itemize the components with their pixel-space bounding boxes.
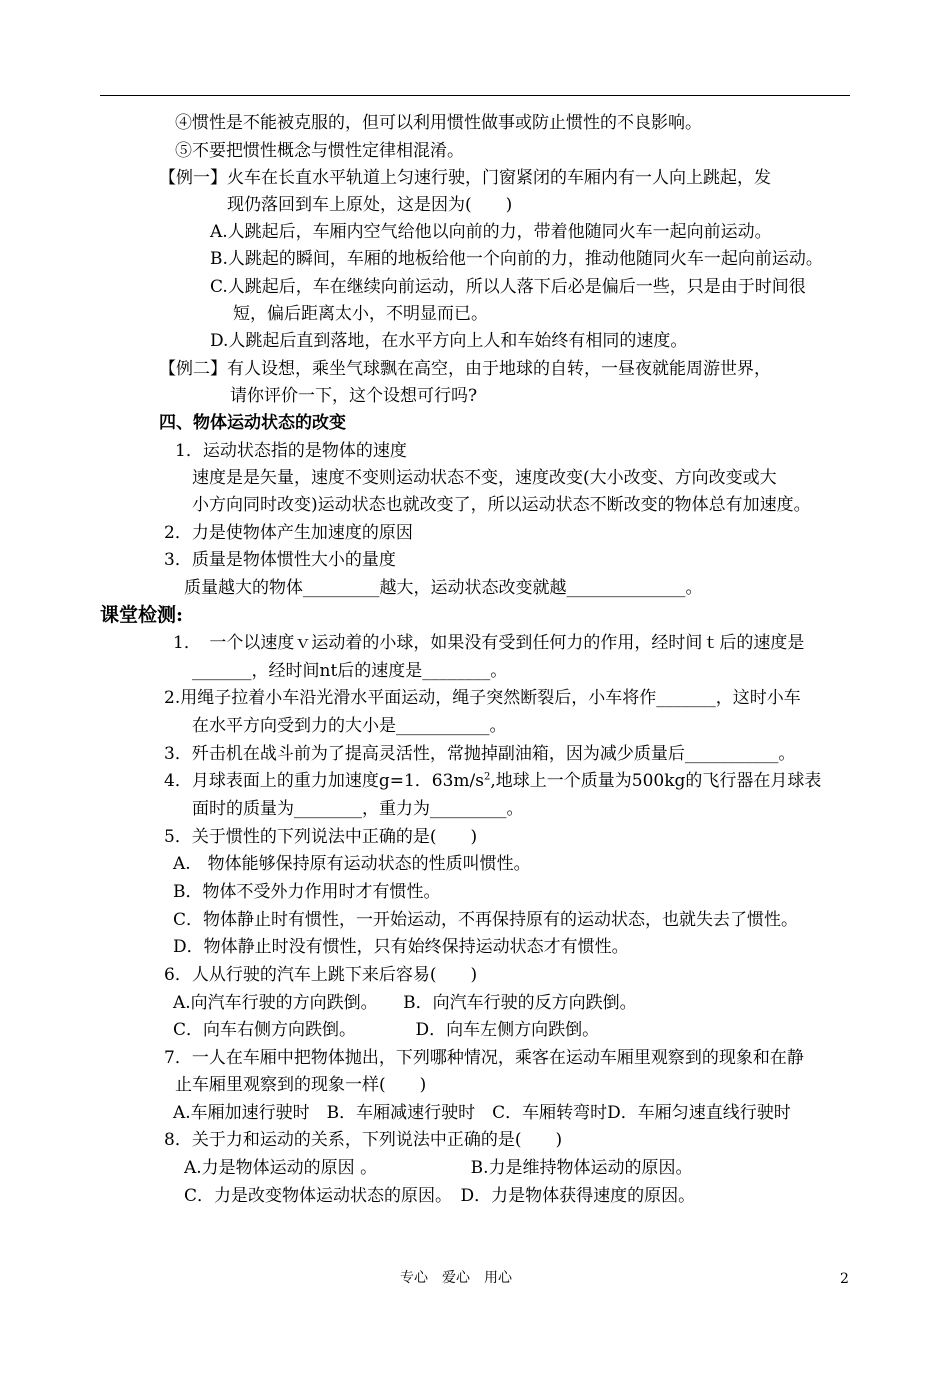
page-number: 2: [840, 1271, 849, 1287]
options-row: C．力是改变物体运动状态的原因。 D．力是物体获得速度的原因。: [184, 1186, 696, 1206]
example-1-stem: 现仍落回到车上原处，这是因为( ): [227, 195, 513, 215]
options-row: A.向汽车行驶的方向跌倒。 B．向汽车行驶的反方向跌倒。: [173, 993, 637, 1013]
question-7: 止车厢里观察到的现象一样( ): [175, 1075, 427, 1095]
option-c: C．物体静止时有惯性，一开始运动，不再保持原有的运动状态，也就失去了惯性。: [173, 910, 799, 930]
question-4-text: ,地球上一个质量为500kg的飞行器在月球表: [490, 771, 822, 791]
option-d: D．物体静止时没有惯性，只有始终保持运动状态才有惯性。: [173, 937, 629, 957]
text-line: 速度是是矢量，速度不变则运动状态不变，速度改变(大小改变、方向改变或大: [192, 468, 777, 488]
options-row: A.车厢加速行驶时 B．车厢减速行驶时 C．车厢转弯时D．车厢匀速直线行驶时: [173, 1103, 791, 1123]
header-rule: [100, 95, 850, 96]
option-b: B.人跳起的瞬间，车厢的地板给他一个向前的力，推动他随同火车一起向前运动。: [210, 249, 823, 269]
question-8: 8．关于力和运动的关系，下列说法中正确的是( ): [164, 1130, 563, 1150]
example-2-stem: 请你评价一下，这个设想可行吗?: [230, 386, 478, 406]
section-heading: 课堂检测:: [100, 604, 184, 626]
example-1-stem: 【例一】火车在长直水平轨道上匀速行驶，门窗紧闭的车厢内有一人向上跳起，发: [159, 168, 771, 188]
example-2-stem: 【例二】有人设想，乘坐气球飘在高空，由于地球的自转，一昼夜就能周游世界，: [159, 359, 771, 379]
superscript: 2: [483, 771, 491, 783]
option-c: C.人跳起后，车在继续向前运动，所以人落下后必是偏后一些，只是由于时间很: [210, 277, 806, 297]
text-line: ④惯性是不能被克服的，但可以利用惯性做事或防止惯性的不良影响。: [175, 113, 702, 133]
question-4: [164, 771, 821, 791]
text-line: 小方向同时改变)运动状态也就改变了，所以运动状态不断改变的物体总有加速度。: [192, 495, 811, 515]
options-row: C．向车右侧方向跌倒。 D．向车左侧方向跌倒。: [173, 1020, 600, 1040]
question-3: 3．歼击机在战斗前为了提高灵活性，常抛掉副油箱，因为减少质量后___________。: [164, 744, 796, 764]
section-heading: 四、物体运动状态的改变: [159, 413, 346, 433]
question-4-text: 4．月球表面上的重力加速度g=1．63m/s: [164, 771, 484, 791]
option-c: 短，偏后距离太小，不明显而已。: [233, 304, 488, 324]
text-line: 质量越大的物体_________越大，运动状态改变就越______________。: [184, 578, 703, 598]
option-d: D.人跳起后直到落地，在水平方向上人和车始终有相同的速度。: [210, 331, 688, 351]
question-5: 5．关于惯性的下列说法中正确的是( ): [164, 827, 478, 847]
text-line: 3．质量是物体惯性大小的量度: [164, 550, 396, 570]
options-row: A.力是物体运动的原因 。 B.力是维持物体运动的原因。: [184, 1158, 693, 1178]
text-line: 2．力是使物体产生加速度的原因: [164, 523, 413, 543]
question-7: 7．一人在车厢中把物体抛出，下列哪种情况，乘客在运动车厢里观察到的现象和在静: [164, 1048, 804, 1068]
question-2: 在水平方向受到力的大小是___________。: [192, 716, 507, 736]
footer-motto: 专心 爱心 用心: [400, 1270, 512, 1286]
option-b: B．物体不受外力作用时才有惯性。: [173, 882, 441, 902]
question-2: 2.用绳子拉着小车沿光滑水平面运动，绳子突然断裂后，小车将作_______，这时小车: [164, 688, 801, 708]
question-4: 面时的质量为________，重力为_________。: [192, 799, 524, 819]
question-6: 6．人从行驶的汽车上跳下来后容易( ): [164, 965, 478, 985]
text-line: ⑤不要把惯性概念与惯性定律相混淆。: [175, 141, 464, 161]
text-line: 1．运动状态指的是物体的速度: [175, 441, 407, 461]
option-a: A. 物体能够保持原有运动状态的性质叫惯性。: [173, 854, 531, 874]
option-a: A.人跳起后，车厢内空气给他以向前的力，带着他随同火车一起向前运动。: [210, 222, 772, 242]
question-1: 1． 一个以速度ｖ运动着的小球，如果没有受到任何力的作用，经时间ｔ后的速度是: [173, 633, 805, 653]
question-1: _______，经时间nt后的速度是________。: [192, 661, 508, 681]
